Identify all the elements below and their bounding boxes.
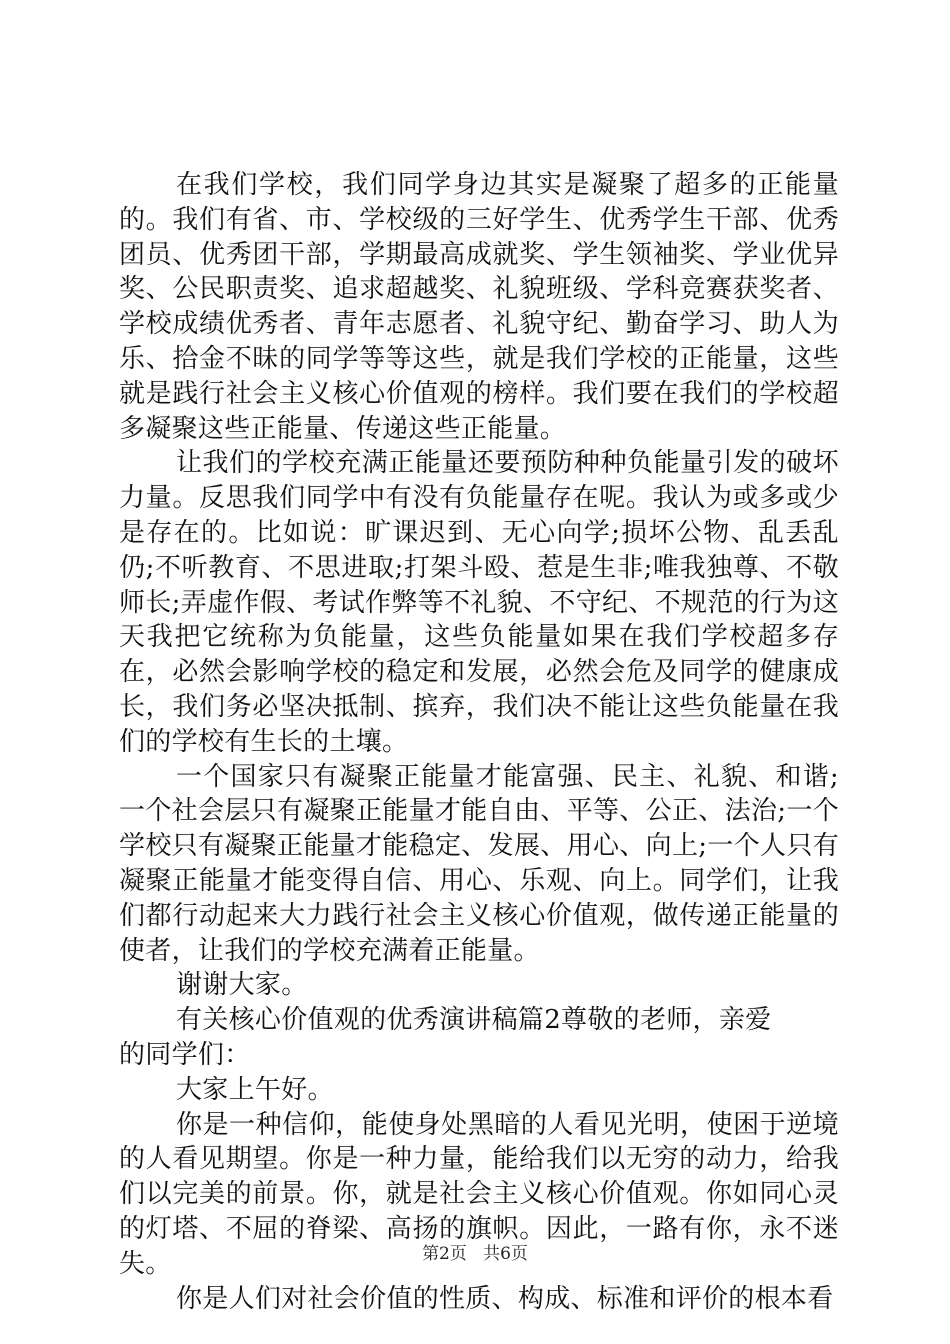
paragraph-you-are-values: 你是人们对社会价值的性质、构成、标准和评价的根本看 xyxy=(176,1283,834,1314)
paragraph-speech-2-heading: 有关核心价值观的优秀演讲稿篇2尊敬的老师，亲爱的同学们： xyxy=(119,1005,772,1070)
document-body xyxy=(119,168,839,1316)
page-footer xyxy=(0,1243,950,1265)
paragraph-greeting: 大家上午好。 xyxy=(176,1074,334,1105)
paragraph-negative-energy: 让我们的学校充满正能量还要预防种种负能量引发的破坏力量。反思我们同学中有没有负能量存在呢。我认为或多或少是存在的。比如说：旷课迟到、无心向学;损坏公物、乱丢乱仍;不听教育、不思进取;打架斗殴、惹是生非;唯我独尊、不敬师长;弄虚作假、考试作弊等不礼貌、不守纪、不规范的行为这天我把它统称为负能量，这些负能量如果在我们学校超多存在，必然会影响学校的稳定和发展，必然会危及同学的健康成长，我们务必坚决抵制、摈弃，我们决不能让这些负能量在我们的学校有生长的土壤。 xyxy=(119,448,839,757)
page-total: 共6页 xyxy=(483,1244,528,1264)
paragraph-you-are-belief: 你是一种信仰，能使身处黑暗的人看见光明，使困于逆境的人看见期望。你是一种力量，能给我们以无穷的动力，给我们以完美的前景。你，就是社会主义核心价值观。你如同心灵的灯塔、不屈的脊梁、高扬的旗帜。因此，一路有你，永不迷失。 xyxy=(119,1109,839,1279)
paragraph-gather-energy: 一个国家只有凝聚正能量才能富强、民主、礼貌、和谐;一个社会层只有凝聚正能量才能自由、平等、公正、法治;一个学校只有凝聚正能量才能稳定、发展、用心、向上;一个人只有凝聚正能量才能变得自信、用心、乐观、向上。同学们，让我们都行动起来大力践行社会主义核心价值观，做传递正能量的使者，让我们的学校充满着正能量。 xyxy=(119,761,839,966)
page-number: 第2页 xyxy=(422,1244,467,1264)
page-spacer xyxy=(472,1244,477,1264)
paragraph-thanks: 谢谢大家。 xyxy=(176,970,308,1001)
paragraph-positive-energy-examples: 在我们学校，我们同学身边其实是凝聚了超多的正能量的。我们有省、市、学校级的三好学生、优秀学生干部、优秀团员、优秀团干部，学期最高成就奖、学生领袖奖、学业优异奖、公民职责奖、追求超越奖、礼貌班级、学科竞赛获奖者、学校成绩优秀者、青年志愿者、礼貌守纪、勤奋学习、助人为乐、拾金不昧的同学等等这些，就是我们学校的正能量，这些就是践行社会主义核心价值观的榜样。我们要在我们的学校超多凝聚这些正能量、传递这些正能量。 xyxy=(119,170,839,444)
